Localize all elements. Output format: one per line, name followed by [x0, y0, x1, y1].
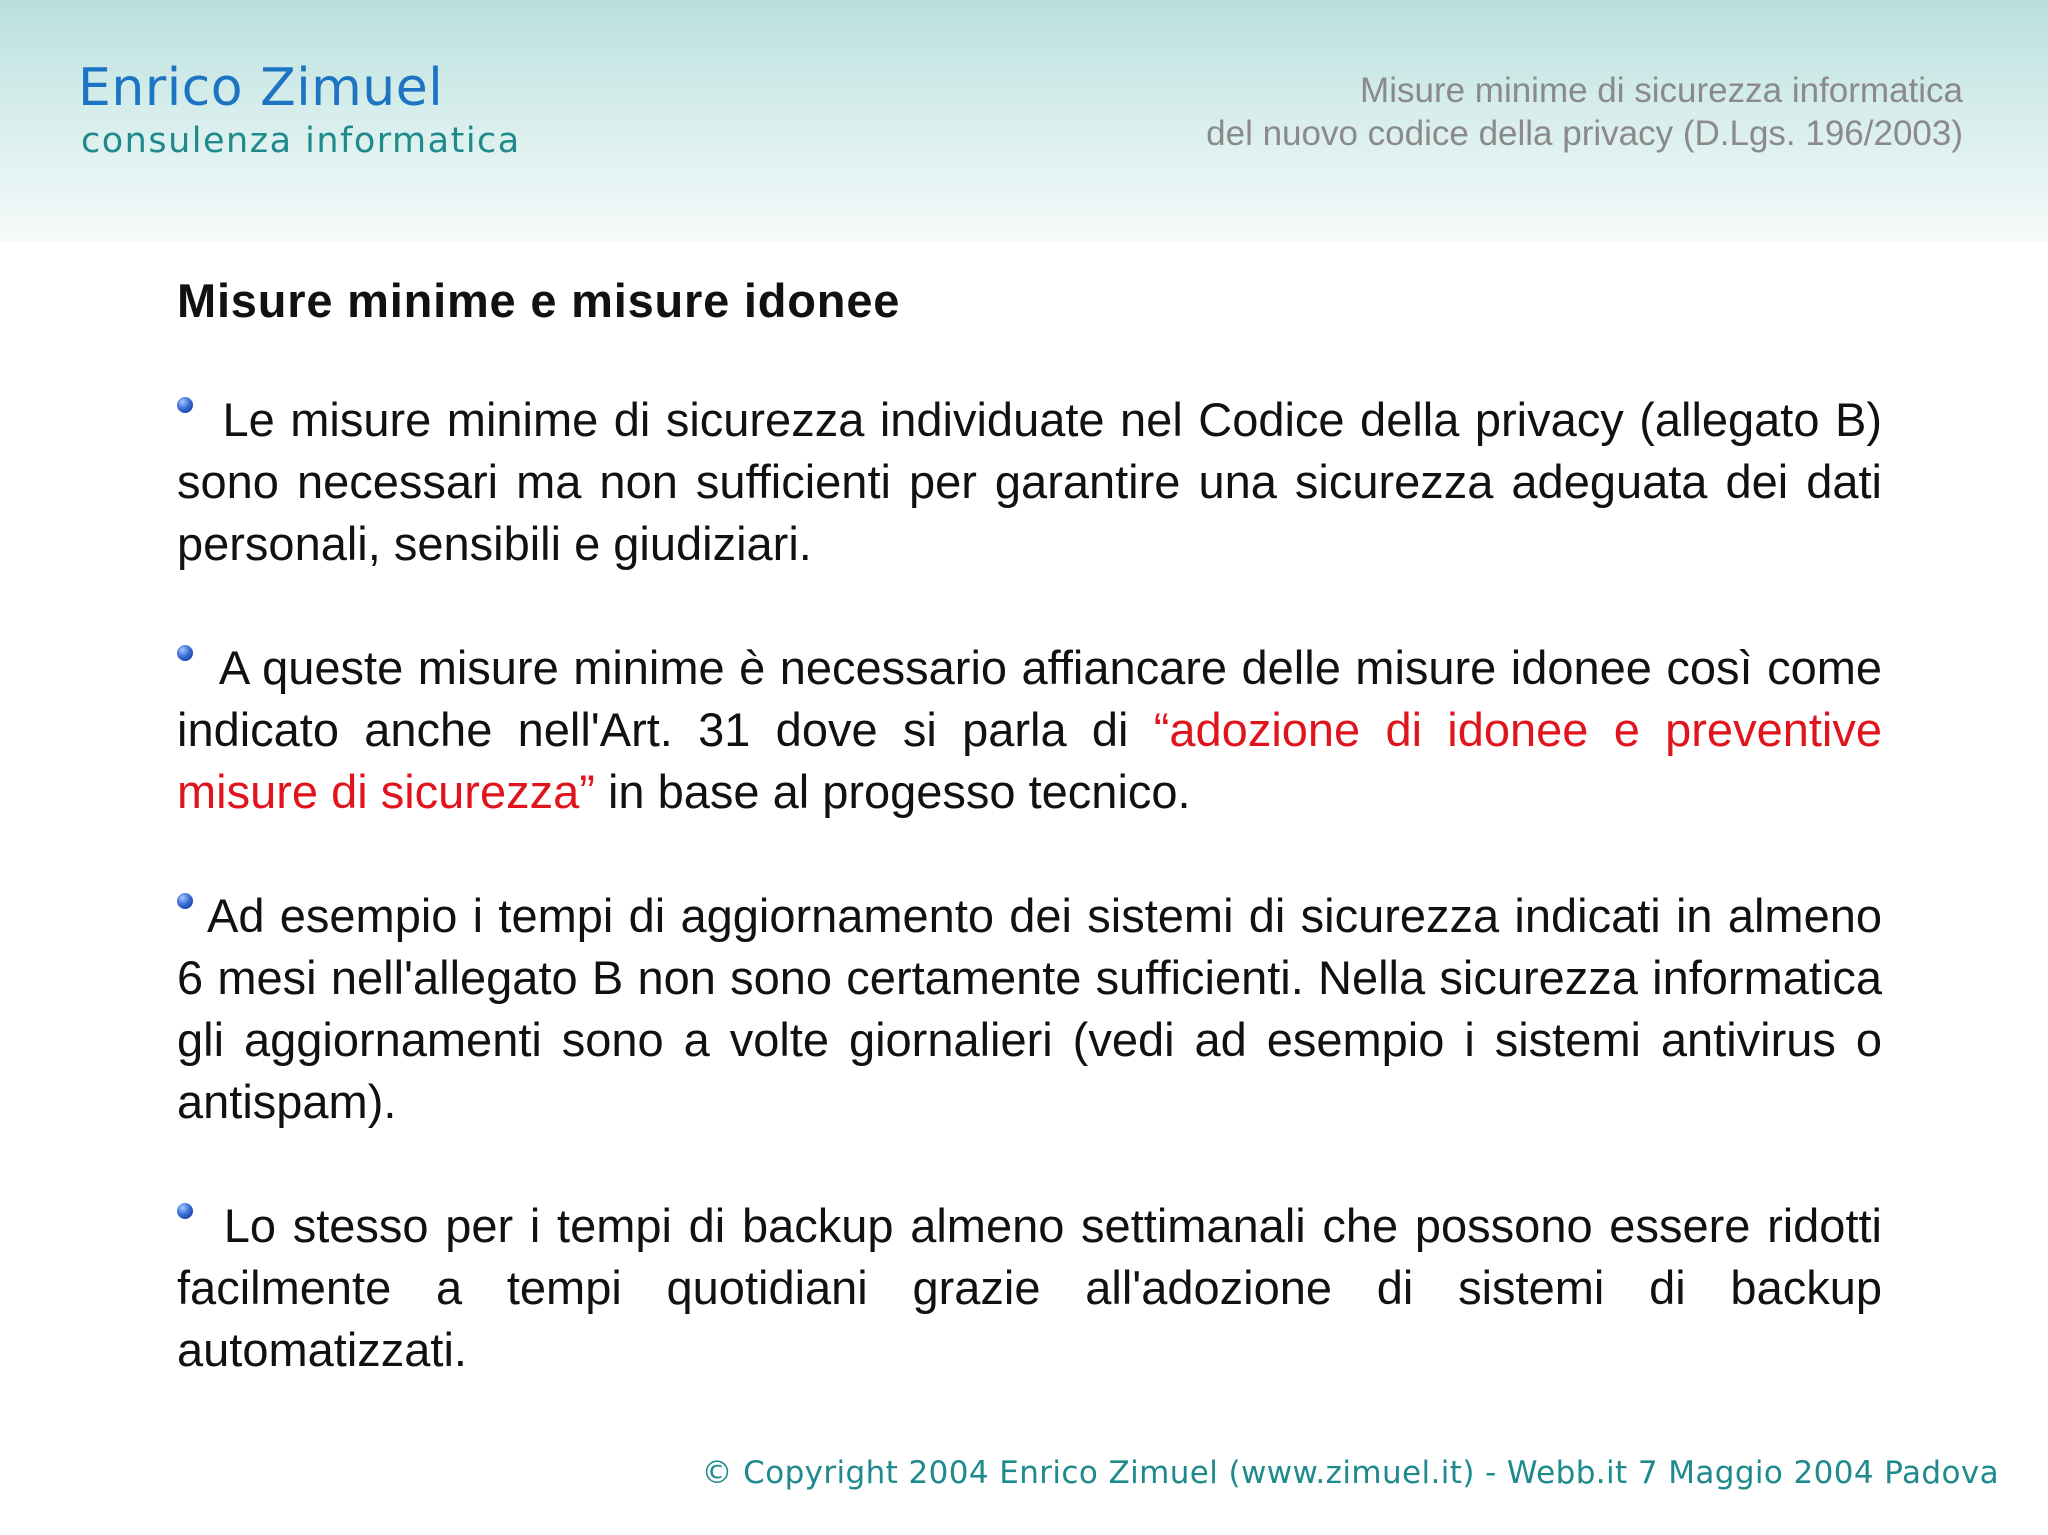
header-band [0, 0, 2048, 242]
bullet-item-1 [177, 389, 1882, 575]
bullet-text-4: Lo stesso per i tempi di backup almeno settimanali che possono essere ridotti facilmente a tempi quotidiani grazie all'adozione di sistemi di backup automatizzati. [177, 1199, 1883, 1376]
bullet-item-2 [177, 637, 1882, 823]
bullet-dot-icon [177, 645, 193, 661]
bullet-dot-icon [177, 1203, 193, 1219]
bullet-list [177, 389, 1882, 1381]
bullet-text-3: Ad esempio i tempi di aggiornamento dei sistemi di sicurezza indicati in almeno 6 mesi nell'allegato B non sono certamente sufficienti. Nella sicurezza informatica gli aggiornamenti sono a volte giornalieri (vedi ad esempio i sistemi antivirus o antispam). [177, 889, 1882, 1128]
slide-title: Misure minime e misure idonee [177, 274, 901, 327]
slide-content [177, 268, 1882, 1381]
bullet-highlight-quote: “adozione di idonee e preventive misure di sicurezza” [177, 703, 1882, 818]
topic-line-2: del nuovo codice della privacy (D.Lgs. 196/2003) [1206, 114, 1963, 153]
topic-line-1: Misure minime di sicurezza informatica [1360, 71, 1963, 110]
bullet-item-3 [177, 885, 1882, 1133]
brand-subtitle: consulenza informatica [81, 121, 521, 161]
bullet-dot-icon [177, 893, 193, 909]
presentation-topic [1206, 69, 1963, 155]
bullet-text-2b: in base al progesso tecnico. [594, 765, 1191, 818]
bullet-dot-icon [177, 397, 193, 413]
bullet-item-4 [177, 1195, 1882, 1381]
bullet-text-1: Le misure minime di sicurezza individuate nel Codice della privacy (allegato B) sono necessari ma non sufficienti per garantire una sicurezza adeguata dei dati personali, sensibili e giudiziari. [177, 393, 1882, 570]
bullet-text-2a: A queste misure minime è necessario affiancare delle misure idonee così come indicato anche nell'Art. 31 dove si parla di [177, 641, 1883, 756]
copyright-footer: © Copyright 2004 Enrico Zimuel (www.zimuel.it) - Webb.it 7 Maggio 2004 Padova [701, 1455, 1999, 1491]
brand-name: Enrico Zimuel [78, 58, 444, 118]
